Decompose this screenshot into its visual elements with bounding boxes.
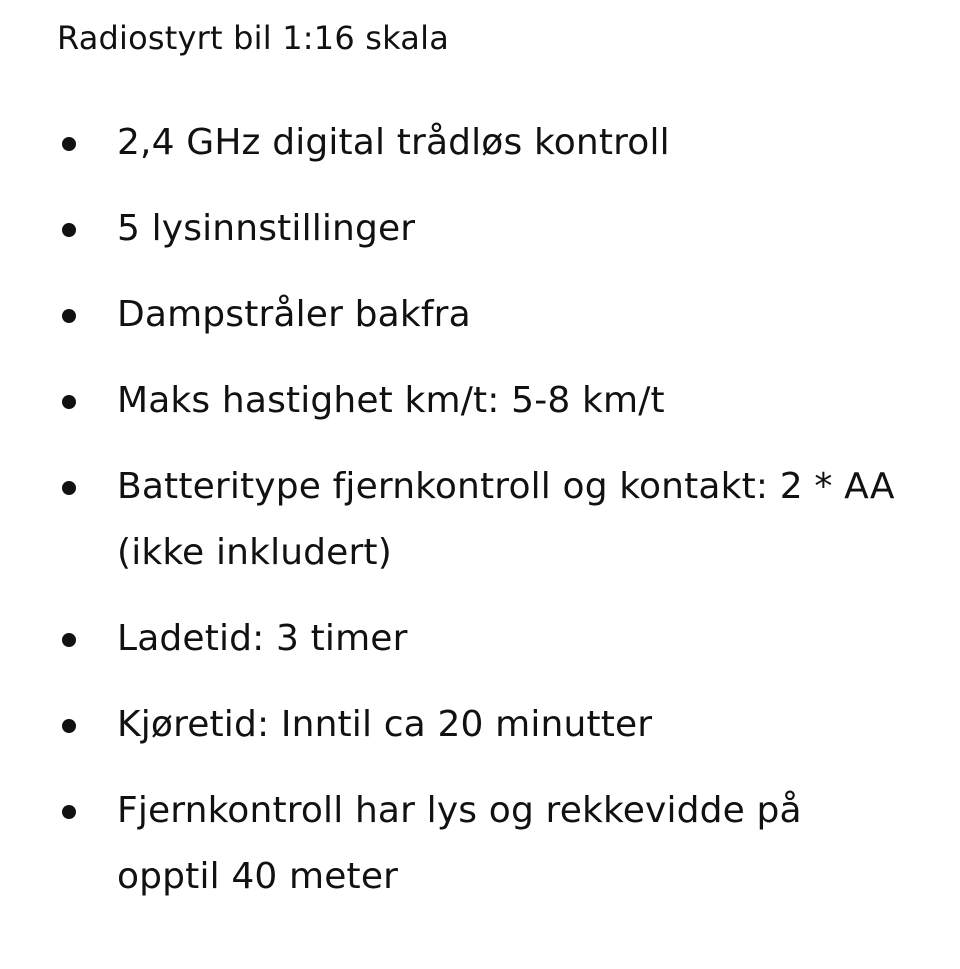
list-item <box>57 606 907 672</box>
feature-text: Fjernkontroll har lys og rekkevidde på opptil 40 meter <box>117 790 802 897</box>
bullet-icon <box>62 805 76 819</box>
list-item <box>57 368 907 434</box>
bullet-icon <box>62 395 76 409</box>
list-item <box>57 282 907 348</box>
feature-text: 2,4 GHz digital trådløs kontroll <box>117 122 670 163</box>
feature-text: 5 lysinnstillinger <box>117 208 416 249</box>
bullet-icon <box>62 137 76 151</box>
product-title: Radiostyrt bil 1:16 skala <box>57 19 449 57</box>
feature-list <box>57 110 920 910</box>
feature-text: Batteritype fjernkontroll og kontakt: 2 * AA (ikke inkludert) <box>117 466 895 573</box>
list-item <box>57 692 907 758</box>
list-item <box>57 196 907 262</box>
bullet-icon <box>62 719 76 733</box>
list-item <box>57 454 907 586</box>
bullet-icon <box>62 481 76 495</box>
list-item <box>57 110 907 176</box>
bullet-icon <box>62 633 76 647</box>
list-item <box>57 778 907 910</box>
bullet-icon <box>62 223 76 237</box>
feature-text: Maks hastighet km/t: 5-8 km/t <box>117 380 665 421</box>
feature-text: Ladetid: 3 timer <box>117 618 408 659</box>
feature-text: Kjøretid: Inntil ca 20 minutter <box>117 704 653 745</box>
feature-text: Dampstråler bakfra <box>117 294 471 335</box>
bullet-icon <box>62 309 76 323</box>
